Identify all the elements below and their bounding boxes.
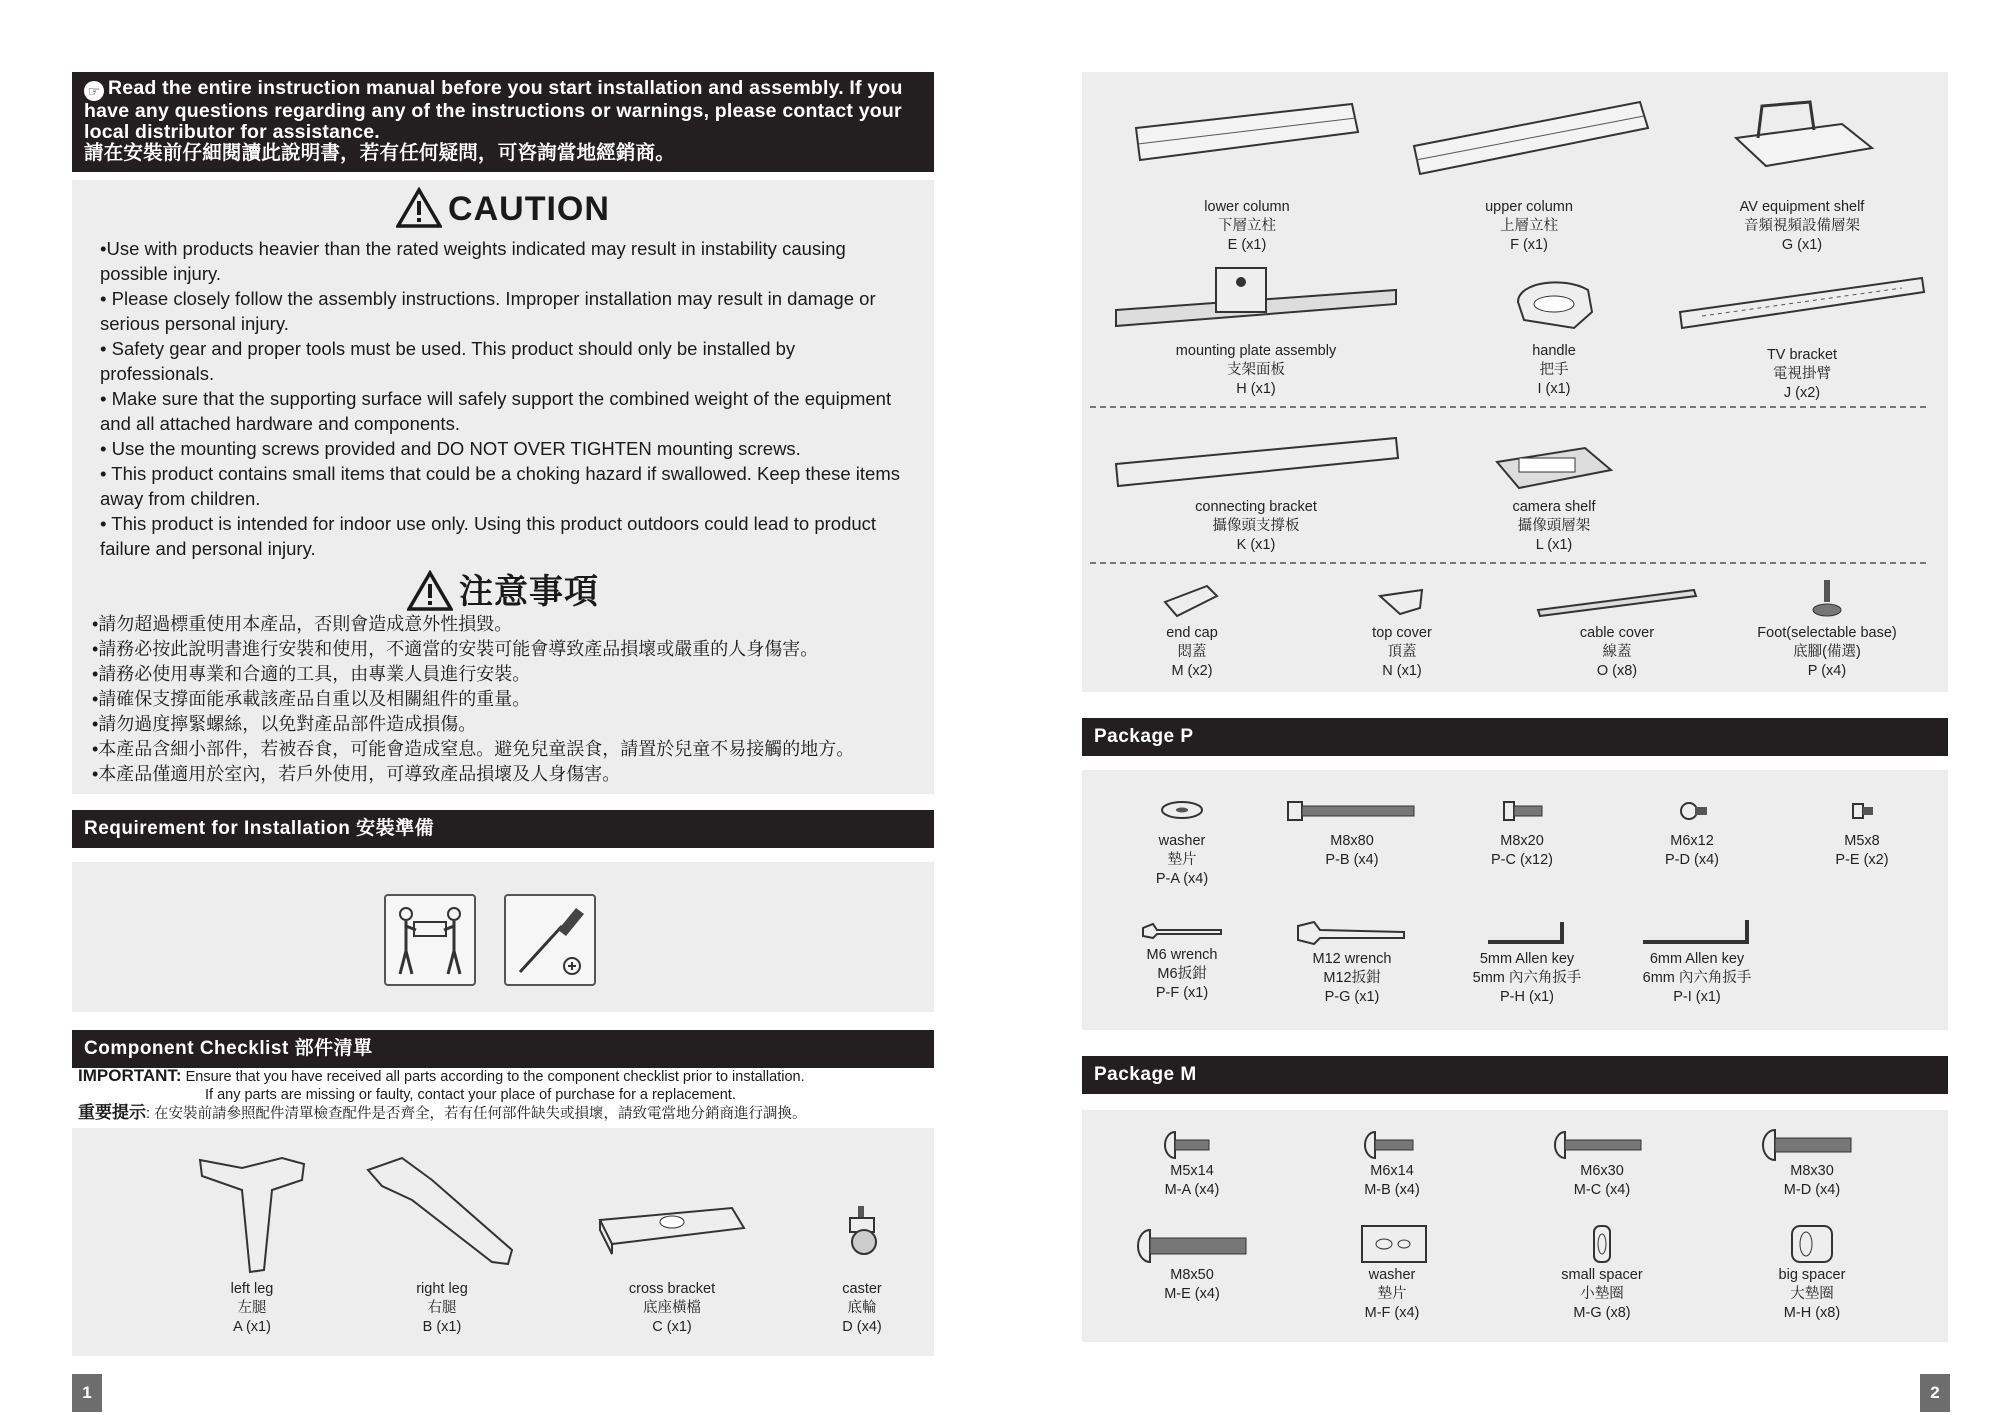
- page-number-left: 1: [72, 1374, 102, 1412]
- screw-icon: [1547, 1128, 1657, 1162]
- two-person-lift-icon: [384, 894, 476, 986]
- part-screw-pd: M6x12 P-D (x4): [1612, 792, 1772, 870]
- spacer-icon: [1782, 1222, 1842, 1266]
- screwdriver-icon: [504, 894, 596, 986]
- notice-text-zh: 請在安裝前仔細閱讀此說明書，若有任何疑問，可咨詢當地經銷商。: [84, 142, 676, 164]
- part-right-leg: right leg 右腿 B (x1): [342, 1150, 542, 1337]
- part-screw-me: M8x50 M-E (x4): [1092, 1226, 1292, 1304]
- part-6mm-allen-key: 6mm Allen key 6mm 內六角扳手 P-I (x1): [1612, 916, 1782, 1007]
- page-number-right: 2: [1920, 1374, 1950, 1412]
- part-tv-bracket: TV bracket 電視掛臂 J (x2): [1662, 268, 1942, 403]
- divider: [1090, 406, 1926, 408]
- info-icon: ☞: [84, 81, 104, 101]
- end-cap-icon: [1157, 580, 1227, 624]
- part-m12-wrench: M12 wrench M12扳鉗 P-G (x1): [1272, 916, 1432, 1007]
- part-av-shelf: AV equipment shelf 音頻視頻設備層架 G (x1): [1682, 88, 1922, 255]
- part-screw-mb: M6x14 M-B (x4): [1312, 1128, 1472, 1200]
- part-small-spacer: small spacer 小墊圈 M-G (x8): [1512, 1222, 1692, 1323]
- caution-item-zh: •本產品含細小部件，若被吞食，可能會造成窒息。避免兒童誤食，請置於兒童不易接觸的地方。: [92, 739, 855, 759]
- washer-icon: [1152, 792, 1212, 832]
- mounting-plate-icon: [1106, 262, 1406, 342]
- package-m-header: Package M: [1082, 1056, 1948, 1094]
- notice-banner: [72, 72, 934, 172]
- bolt-icon: [1282, 792, 1422, 832]
- tv-bracket-icon: [1672, 268, 1932, 346]
- cross-bracket-icon: [592, 1150, 752, 1280]
- caution-item: • Please closely follow the assembly instructions. Improper installation may result in damage or serious personal injury.: [100, 288, 876, 334]
- caution-item-zh: •請確保支撐面能承載該產品自重以及相關組件的重量。: [92, 689, 531, 709]
- wrench-icon: [1137, 916, 1227, 946]
- camera-shelf-icon: [1489, 436, 1619, 498]
- caution-item-zh: •請勿過度擰緊螺絲，以免對產品部件造成損傷。: [92, 714, 477, 734]
- caution-item-zh: •請務必按此說明書進行安裝和使用，不適當的安裝可能會導致產品損壞或嚴重的人身傷害。: [92, 639, 819, 659]
- part-foot: Foot(selectable base) 底腳(備選) P (x4): [1722, 576, 1932, 681]
- washer-icon: [1352, 1222, 1432, 1266]
- lower-column-icon: [1122, 88, 1372, 198]
- part-bolt-pc: M8x20 P-C (x12): [1442, 792, 1602, 870]
- screw-icon: [1757, 1128, 1867, 1162]
- caution-item: • This product contains small items that could be a choking hazard if swallowed. Keep these items away from children.: [100, 463, 900, 509]
- caution-title-zh: 注意事項: [72, 564, 934, 613]
- handle-icon: [1504, 272, 1604, 342]
- part-connecting-bracket: connecting bracket 攝像頭支撐板 K (x1): [1106, 428, 1406, 555]
- caution-item: • This product is intended for indoor use only. Using this product outdoors could lead to product failure and personal injury.: [100, 513, 877, 559]
- upper-column-icon: [1404, 88, 1654, 198]
- divider: [1090, 562, 1926, 564]
- important-note: [78, 1067, 938, 1123]
- caution-item: • Make sure that the supporting surface will safely support the combined weight of the equipment and all attached hardware and components.: [100, 388, 892, 434]
- caution-item-zh: •本產品僅適用於室內，若戶外使用，可導致產品損壞及人身傷害。: [92, 764, 621, 784]
- av-shelf-icon: [1722, 88, 1882, 198]
- screw-icon: [1157, 1128, 1227, 1162]
- screw-icon: [1132, 1226, 1252, 1266]
- allen-key-icon: [1637, 916, 1757, 950]
- part-cable-cover: cable cover 線蓋 O (x8): [1502, 580, 1732, 681]
- requirement-header: Requirement for Installation 安裝準備: [72, 810, 934, 848]
- important-line-1: IMPORTANT: Ensure that you have received all parts according to the component checklist prior to installation.: [78, 1066, 805, 1085]
- wrench-icon: [1292, 916, 1412, 950]
- part-mounting-plate: mounting plate assembly 支架面板 H (x1): [1106, 262, 1406, 399]
- notice-text-en: ☞ Read the entire instruction manual before you start installation and assembly. If you have any questions regarding any of the instructions or warnings, please contact your local distributor for assistance.: [84, 77, 903, 143]
- right-leg-icon: [362, 1150, 522, 1280]
- part-washer-pa: washer 墊片 P-A (x4): [1102, 792, 1262, 889]
- part-bolt-pb: M8x80 P-B (x4): [1272, 792, 1432, 870]
- part-big-spacer: big spacer 大墊圈 M-H (x8): [1722, 1222, 1902, 1323]
- component-checklist-header: Component Checklist 部件清單: [72, 1030, 934, 1068]
- cable-cover-icon: [1532, 580, 1702, 624]
- part-cross-bracket: cross bracket 底座橫檔 C (x1): [572, 1150, 772, 1337]
- part-end-cap: end cap 悶蓋 M (x2): [1122, 580, 1262, 681]
- package-p-panel: [1082, 770, 1948, 1030]
- screw-icon: [1357, 1128, 1427, 1162]
- caster-icon: [832, 1150, 892, 1280]
- caution-item-zh: •請勿超過標重使用本產品，否則會造成意外性損毀。: [92, 614, 513, 634]
- part-lower-column: lower column 下層立柱 E (x1): [1122, 88, 1372, 255]
- caution-item: • Safety gear and proper tools must be used. This product should only be installed by professionals.: [100, 338, 796, 384]
- part-upper-column: upper column 上層立柱 F (x1): [1404, 88, 1654, 255]
- caution-item: • Use the mounting screws provided and DO NOT OVER TIGHTEN mounting screws.: [100, 438, 801, 459]
- component-panel-page1: [72, 1128, 934, 1356]
- top-cover-icon: [1372, 580, 1432, 624]
- requirement-panel: [72, 862, 934, 1012]
- part-5mm-allen-key: 5mm Allen key 5mm 內六角扳手 P-H (x1): [1442, 916, 1612, 1007]
- part-caster: caster 底輪 D (x4): [812, 1150, 912, 1337]
- package-m-panel: [1082, 1110, 1948, 1342]
- caution-panel: [72, 180, 934, 794]
- connecting-bracket-icon: [1106, 428, 1406, 498]
- caution-title-en: CAUTION: [72, 190, 934, 229]
- caution-item-zh: •請務必使用專業和合適的工具，由專業人員進行安裝。: [92, 664, 531, 684]
- part-top-cover: top cover 頂蓋 N (x1): [1332, 580, 1472, 681]
- important-line-zh: 重要提示: 在安裝前請參照配件清單檢查配件是否齊全，若有任何部件缺失或損壞，請致電當地分銷商進行調換。: [78, 1103, 807, 1122]
- package-p-header: Package P: [1082, 718, 1948, 756]
- left-leg-icon: [192, 1150, 312, 1280]
- part-left-leg: left leg 左腿 A (x1): [132, 1150, 372, 1337]
- screw-icon: [1667, 792, 1717, 832]
- bolt-icon: [1492, 792, 1552, 832]
- spacer-icon: [1582, 1222, 1622, 1266]
- part-screw-pe: M5x8 P-E (x2): [1782, 792, 1942, 870]
- caution-item: •Use with products heavier than the rated weights indicated may result in instability causing possible injury.: [100, 238, 846, 284]
- allen-key-icon: [1482, 916, 1572, 950]
- caution-list-en: [100, 236, 910, 561]
- part-washer-mf: washer 墊片 M-F (x4): [1312, 1222, 1472, 1323]
- screw-icon: [1837, 792, 1887, 832]
- part-screw-ma: M5x14 M-A (x4): [1112, 1128, 1272, 1200]
- component-panel-page2: [1082, 72, 1948, 692]
- part-screw-md: M8x30 M-D (x4): [1722, 1128, 1902, 1200]
- part-camera-shelf: camera shelf 攝像頭層架 L (x1): [1454, 436, 1654, 555]
- caution-list-zh: [92, 612, 922, 787]
- part-m6-wrench: M6 wrench M6扳鉗 P-F (x1): [1102, 916, 1262, 1003]
- foot-icon: [1797, 576, 1857, 624]
- part-screw-mc: M6x30 M-C (x4): [1512, 1128, 1692, 1200]
- part-handle: handle 把手 I (x1): [1454, 272, 1654, 399]
- important-line-2: If any parts are missing or faulty, contact your place of purchase for a replacement.: [205, 1087, 736, 1103]
